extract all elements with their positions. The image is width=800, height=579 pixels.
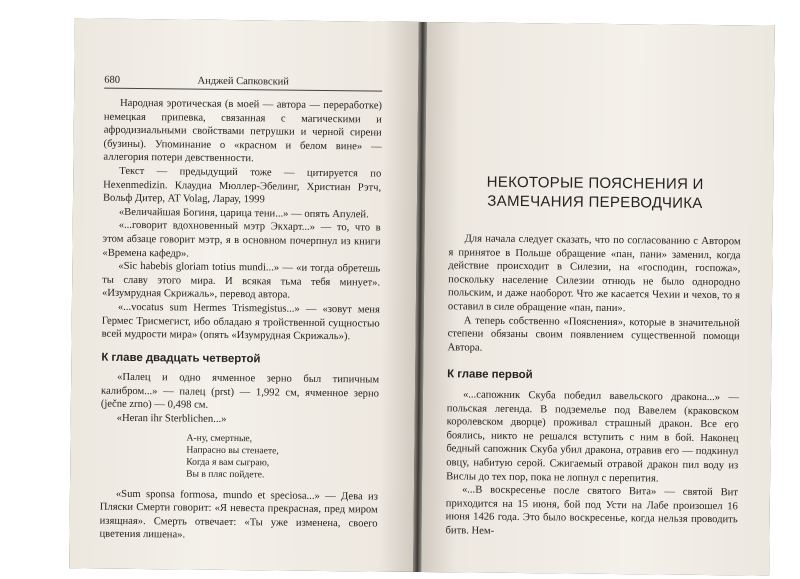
open-book — [69, 18, 775, 575]
paragraph: Текст — предыдущий тоже — цитируется по Hexenmedizin. Клаудиа Мюллер-Эбелинг, Христиан Рэтч, Вольф Дитер, AT Volag, Ларау, 1999 — [102, 165, 382, 206]
paragraph: «Heran ihr Sterblichen...» — [116, 412, 227, 426]
right-page — [421, 22, 775, 576]
left-page-text — [99, 97, 382, 545]
paragraph: А теперь собственно «Пояснения», которые в значительной степени обязаны своим появлением существенной помощи Автора. — [447, 315, 740, 354]
paragraph: «...В воскресенье после святого Вита» — святой Вит приходится на 15 июня, бой под Усти на Лабе произошел 16 июня 1426 года. Это было воскресенье, когда нельзя проводить битв. Нем- — [445, 484, 739, 537]
verse-line: Когда я вам сыграю, — [186, 456, 270, 469]
chapter-heading: К главе двадцать четвертой — [101, 351, 261, 365]
section-title-line: ЗАМЕЧАНИЯ ПЕРЕВОДЧИКА — [487, 192, 703, 212]
verse-line: Вы в пляс пойдете. — [186, 468, 265, 481]
paragraph: «Палец и одно ячменное зерно был типичным калибром...» — палец (prst) — 1,992 см, ячменное зерно (ječne zrno) — 0,498 см. — [100, 372, 380, 412]
verse-line: Напрасно вы стенаете, — [186, 444, 279, 457]
paragraph: «Sic habebis gloriam totius mundi...» — «и тогда обретешь ты славу этого мира. И всякая тьма тебя минует». «Изумрудная Скрижаль», перевод автора. — [101, 260, 381, 301]
paragraph: «...vocatus sum Hermes Trismegistus...» — «зовут меня Гермес Трисмегист, ибо обладаю я тройственной сущностью всей мудрости мира» (опять «Изумрудная Скрижаль»). — [101, 301, 380, 343]
paragraph: «...говорит вдохновенный мэтр Экхарт...» — то, что в этом абзаце говорит мэтр, я в основном почерпнул из книги «Времена кафедр». — [102, 220, 381, 260]
paragraph: «...сапожник Скуба победил вавельского дракона...» — польская легенда. В подземелье под Вавелем (краковском королевском дворце) проживал страшный дракон. Все его боялись, никто не решался вступить с ним в бой. Наконец бедный сапожник Скуба убил дракона, отравив его — подкинул овцу, набитую серой. Сжигаемый отравой дракон пил воду из Вислы до тех пор, пока не лопнул с перепития. — [446, 389, 740, 484]
chapter-heading: К главе первой — [447, 368, 533, 382]
paragraph: «Sum sponsa formosa, mundo et speciosa...» — Дева из Пляски Смерти говорит: «Я невеста прекрасная, пред миром изящная». Смерть отвечает: «Ты уже изменена, своего цветения лишена». — [99, 488, 378, 541]
section-title — [449, 172, 741, 213]
left-page — [69, 18, 419, 572]
paragraph: «Величайшая Богиня, царица тени...» — опять Апулей. — [118, 206, 369, 221]
running-header-title: Анджей Сапковский — [197, 75, 290, 88]
paragraph: Для начала следует сказать, что по согласованию с Автором я принятое в Польше обращение «пан, пани» заменил, когда действие происходит в Силезии, на «господин, госпожа», поскольку население Силезии отнюдь не было однородно польским, и даже наоборот. Что же касается Чехии и чехов, то я оставил в силе обращение «пан, пани». — [447, 233, 741, 315]
paragraph: Народная эротическая (в моей — автора — переработке) немецкая припевка, связанная с магическими и афродизиальными свойствами петрушки и черной сирени (бузины). Упоминание о «красном и белом вине» — аллегория потери девственности. — [103, 97, 383, 165]
running-header — [104, 75, 382, 92]
page-number: 680 — [104, 74, 121, 86]
section-title-line: НЕКОТОРЫЕ ПОЯСНЕНИЯ И — [486, 173, 704, 193]
verse-line: А-ну, смертные, — [186, 432, 253, 444]
right-page-text — [445, 62, 742, 541]
verse — [186, 432, 378, 482]
